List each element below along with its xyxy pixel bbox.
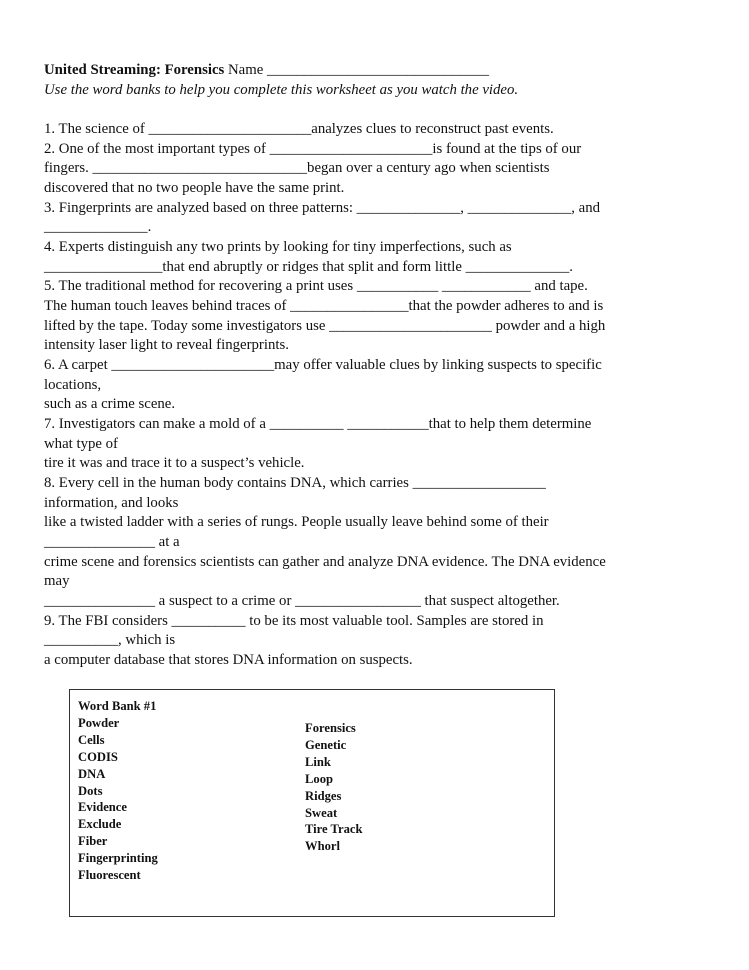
question-line: 4. Experts distinguish any two prints by looking for tiny imperfections, such as bbox=[44, 239, 512, 255]
worksheet-header bbox=[44, 61, 489, 81]
word-bank-item: Ridges bbox=[305, 788, 342, 803]
question-line: 3. Fingerprints are analyzed based on three patterns: ______________, ______________, and bbox=[44, 200, 600, 216]
question-line: tire it was and trace it to a suspect’s vehicle. bbox=[44, 455, 305, 471]
word-bank-item: Cells bbox=[78, 732, 105, 747]
question-line: like a twisted ladder with a series of rungs. People usually leave behind some of their bbox=[44, 514, 549, 530]
question-line: may bbox=[44, 573, 70, 589]
question-line: discovered that no two people have the same print. bbox=[44, 180, 345, 196]
word-bank-item: Link bbox=[305, 754, 331, 769]
name-field-label: Name ______________________________ bbox=[224, 62, 489, 78]
word-bank-item: Powder bbox=[78, 715, 120, 730]
worksheet-title: United Streaming: Forensics bbox=[44, 62, 225, 78]
question-line: 5. The traditional method for recovering a print uses ___________ ____________ and tape. bbox=[44, 278, 588, 294]
question-line: 6. A carpet ______________________may offer valuable clues by linking suspects to specific bbox=[44, 357, 602, 373]
word-bank-column-1 bbox=[78, 698, 158, 884]
question-line: a computer database that stores DNA information on suspects. bbox=[44, 652, 413, 668]
question-line: The human touch leaves behind traces of ________________that the powder adheres to and is bbox=[44, 298, 604, 314]
word-bank-item: Fluorescent bbox=[78, 868, 141, 883]
question-line: ________________that end abruptly or ridges that split and form little ______________. bbox=[44, 259, 573, 275]
question-line: 2. One of the most important types of ______________________is found at the tips of our bbox=[44, 141, 582, 157]
question-line: information, and looks bbox=[44, 495, 179, 511]
word-bank-item: Dots bbox=[78, 783, 103, 798]
question-line: _______________ at a bbox=[44, 534, 180, 550]
question-line: what type of bbox=[44, 436, 118, 452]
question-line: lifted by the tape. Today some investigators use ______________________ powder and a high bbox=[44, 318, 606, 334]
word-bank-item: CODIS bbox=[78, 749, 118, 764]
word-bank-item: Exclude bbox=[78, 817, 122, 832]
word-bank-item: Evidence bbox=[78, 800, 127, 815]
question-line: crime scene and forensics scientists can gather and analyze DNA evidence. The DNA evidence bbox=[44, 554, 606, 570]
word-bank-item: Whorl bbox=[305, 839, 340, 854]
question-line: 9. The FBI considers __________ to be its most valuable tool. Samples are stored in bbox=[44, 613, 544, 629]
word-bank-item: Loop bbox=[305, 771, 333, 786]
word-bank-item: Forensics bbox=[305, 721, 356, 735]
question-line: __________, which is bbox=[44, 632, 176, 648]
question-line: 1. The science of ______________________analyzes clues to reconstruct past events. bbox=[44, 121, 554, 137]
word-bank-item: Fingerprinting bbox=[78, 851, 158, 866]
question-line: ______________. bbox=[44, 219, 152, 235]
question-line: _______________ a suspect to a crime or _________________ that suspect altogether. bbox=[44, 593, 560, 609]
question-line: locations, bbox=[44, 377, 102, 393]
word-bank-title: Word Bank #1 bbox=[78, 699, 157, 713]
word-bank-item: Tire Track bbox=[305, 822, 363, 837]
question-line: fingers. _____________________________began over a century ago when scientists bbox=[44, 160, 550, 176]
word-bank-item: Fiber bbox=[78, 834, 108, 849]
word-bank-item: DNA bbox=[78, 766, 106, 781]
question-line: intensity laser light to reveal fingerprints. bbox=[44, 337, 289, 353]
question-line: 8. Every cell in the human body contains DNA, which carries __________________ bbox=[44, 475, 546, 491]
question-line: such as a crime scene. bbox=[44, 396, 176, 412]
instructions: Use the word banks to help you complete this worksheet as you watch the video. bbox=[44, 82, 519, 98]
question-line: 7. Investigators can make a mold of a __________ ___________that to help them determine bbox=[44, 416, 592, 432]
word-bank-item: Sweat bbox=[305, 805, 338, 820]
word-bank-column-2 bbox=[305, 720, 363, 855]
word-bank-item: Genetic bbox=[305, 737, 347, 752]
word-bank-box bbox=[69, 689, 555, 917]
